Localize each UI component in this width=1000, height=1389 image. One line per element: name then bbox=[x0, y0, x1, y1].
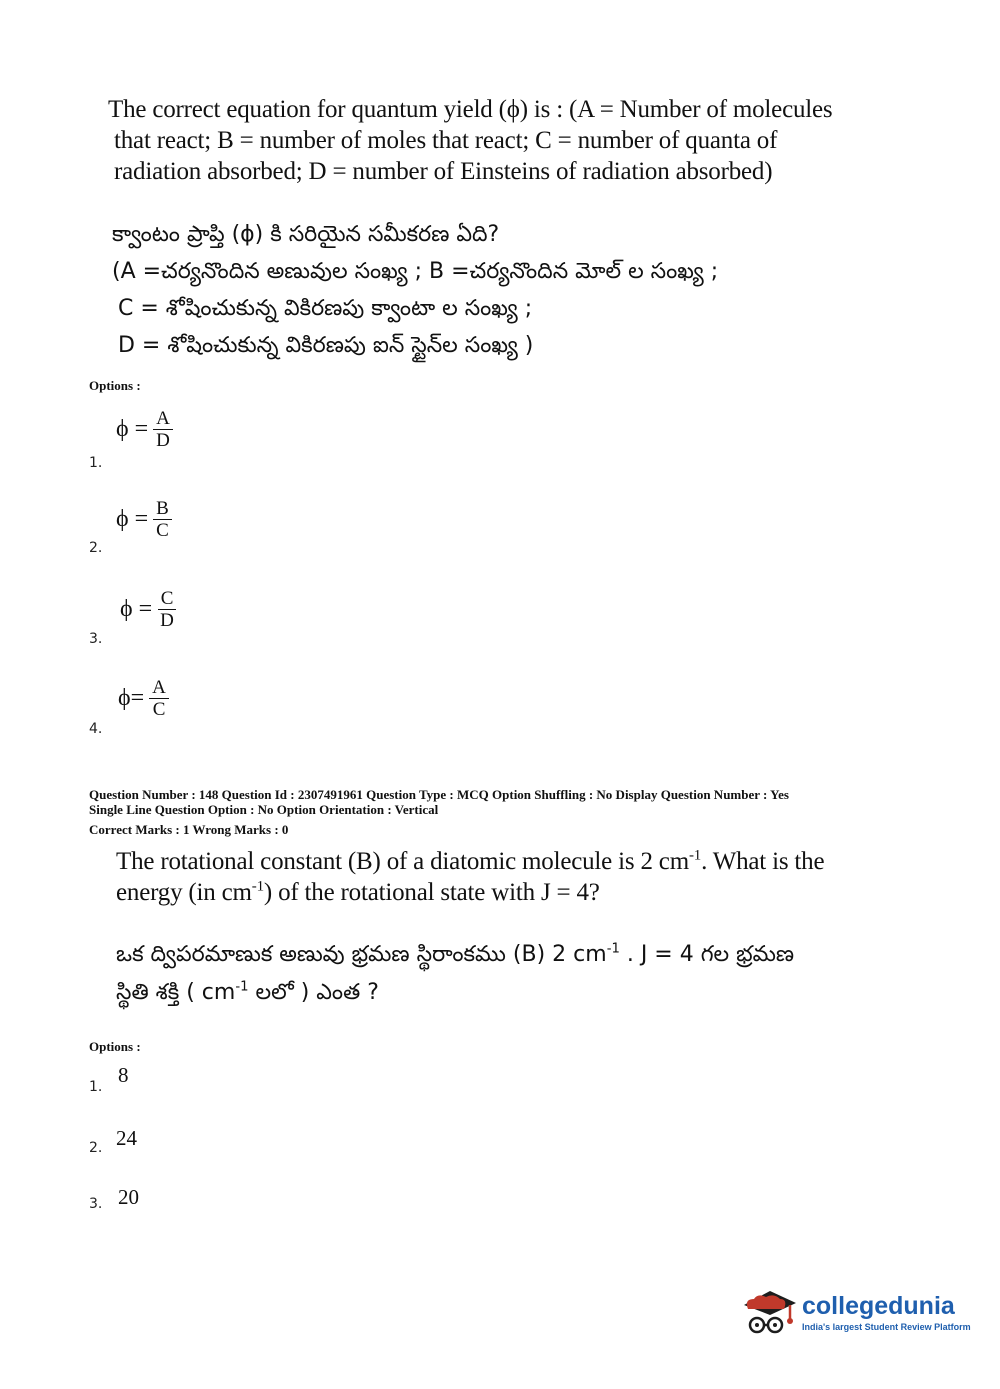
meta-line: Question Number : 148 Question Id : 2307491961 Question Type : MCQ Option Shuffling : No Display Question Number : Yes bbox=[89, 787, 789, 802]
option-lhs: ϕ = bbox=[120, 596, 153, 622]
text-part: The rotational constant (B) of a diatomic molecule is 2 cm bbox=[116, 848, 689, 875]
fraction-denominator: D bbox=[160, 610, 174, 631]
text-part: స్థితి శక్తి ( cm bbox=[116, 980, 236, 1005]
fraction-denominator: D bbox=[156, 430, 170, 451]
meta-line: Single Line Question Option : No Option Orientation : Vertical bbox=[89, 802, 439, 817]
question-148-telugu bbox=[116, 936, 916, 1012]
question-text-line: that react; B = number of moles that react; C = number of quanta of bbox=[114, 127, 778, 154]
fraction-numerator: C bbox=[158, 588, 177, 610]
option-1-number: 1. bbox=[89, 455, 103, 471]
option-lhs: ϕ = bbox=[116, 506, 149, 532]
fraction bbox=[149, 677, 169, 720]
superscript: -1 bbox=[688, 847, 702, 864]
question-text-line: The correct equation for quantum yield (ϕ) is : (A = Number of molecules bbox=[108, 96, 833, 123]
option-3-number: 3. bbox=[89, 1196, 103, 1212]
fraction-denominator: C bbox=[152, 699, 166, 720]
option-1-number: 1. bbox=[89, 1079, 103, 1095]
option-2-number: 2. bbox=[89, 540, 103, 556]
brand-tagline: India's largest Student Review Platform bbox=[802, 1322, 971, 1332]
text-part: . J = 4 గల భ్రమణ bbox=[619, 942, 795, 967]
fraction-numerator: A bbox=[149, 677, 169, 699]
option-3-number: 3. bbox=[89, 631, 103, 647]
text-part: energy (in cm bbox=[116, 879, 252, 906]
mascot-icon bbox=[740, 1283, 798, 1341]
question-text-line bbox=[116, 846, 976, 877]
meta-line: Correct Marks : 1 Wrong Marks : 0 bbox=[89, 822, 289, 837]
option-4-number: 4. bbox=[89, 721, 103, 737]
collegedunia-logo bbox=[740, 1283, 971, 1341]
fraction bbox=[153, 498, 172, 541]
option-3-formula bbox=[120, 588, 177, 631]
question-text-line: radiation absorbed; D = number of Einsteins of radiation absorbed) bbox=[114, 158, 773, 185]
text-part: . What is the bbox=[701, 848, 825, 875]
fraction bbox=[157, 588, 177, 631]
question-148-english bbox=[116, 846, 976, 908]
question-147-telugu bbox=[112, 216, 912, 364]
option-lhs: ϕ= bbox=[118, 685, 145, 711]
question-text-line: (A =చర్యనొందిన అణువుల సంఖ్య ; B =చర్యనొందిన మోల్ ల సంఖ్య ; bbox=[112, 259, 719, 284]
question-text-line: C = శోషించుకున్న వికిరణపు క్వాంటా ల సంఖ్య ; bbox=[118, 296, 533, 321]
option-4-formula bbox=[118, 677, 169, 720]
question-text-line bbox=[116, 974, 916, 1012]
options-label: Options : bbox=[89, 1039, 141, 1054]
fraction-numerator: A bbox=[153, 408, 173, 430]
question-text-line: D = శోషించుకున్న వికిరణపు ఐన్ స్టైన్‌ల సంఖ్య ) bbox=[118, 333, 534, 358]
option-1-formula bbox=[116, 408, 173, 451]
text-part: ) of the rotational state with J = 4? bbox=[263, 879, 600, 906]
option-lhs: ϕ = bbox=[116, 416, 149, 442]
question-148-meta bbox=[89, 787, 789, 837]
fraction-numerator: B bbox=[153, 498, 172, 520]
brand-text bbox=[802, 1292, 971, 1332]
question-text-line: క్వాంటం ప్రాప్తి (ϕ) కి సరియైన సమీకరణ ఏది? bbox=[112, 222, 500, 247]
fraction bbox=[153, 408, 173, 451]
option-2-number: 2. bbox=[89, 1140, 103, 1156]
option-2-value: 24 bbox=[116, 1126, 137, 1150]
text-part: లలో ) ఎంత ? bbox=[248, 980, 379, 1005]
option-2-formula bbox=[116, 498, 172, 541]
superscript: -1 bbox=[606, 941, 620, 957]
superscript: -1 bbox=[251, 878, 264, 895]
text-part: ఒక ద్విపరమాణుక అణువు భ్రమణ స్థిరాంకము (B) 2 cm bbox=[116, 942, 607, 967]
question-text-line bbox=[116, 877, 976, 908]
fraction-denominator: C bbox=[156, 520, 169, 541]
options-label: Options : bbox=[89, 378, 141, 393]
brand-name: collegedunia bbox=[802, 1292, 955, 1320]
option-1-value: 8 bbox=[118, 1063, 129, 1087]
question-147-english bbox=[108, 94, 968, 187]
question-text-line bbox=[116, 936, 916, 974]
option-3-value: 20 bbox=[118, 1185, 139, 1209]
superscript: -1 bbox=[235, 979, 249, 995]
